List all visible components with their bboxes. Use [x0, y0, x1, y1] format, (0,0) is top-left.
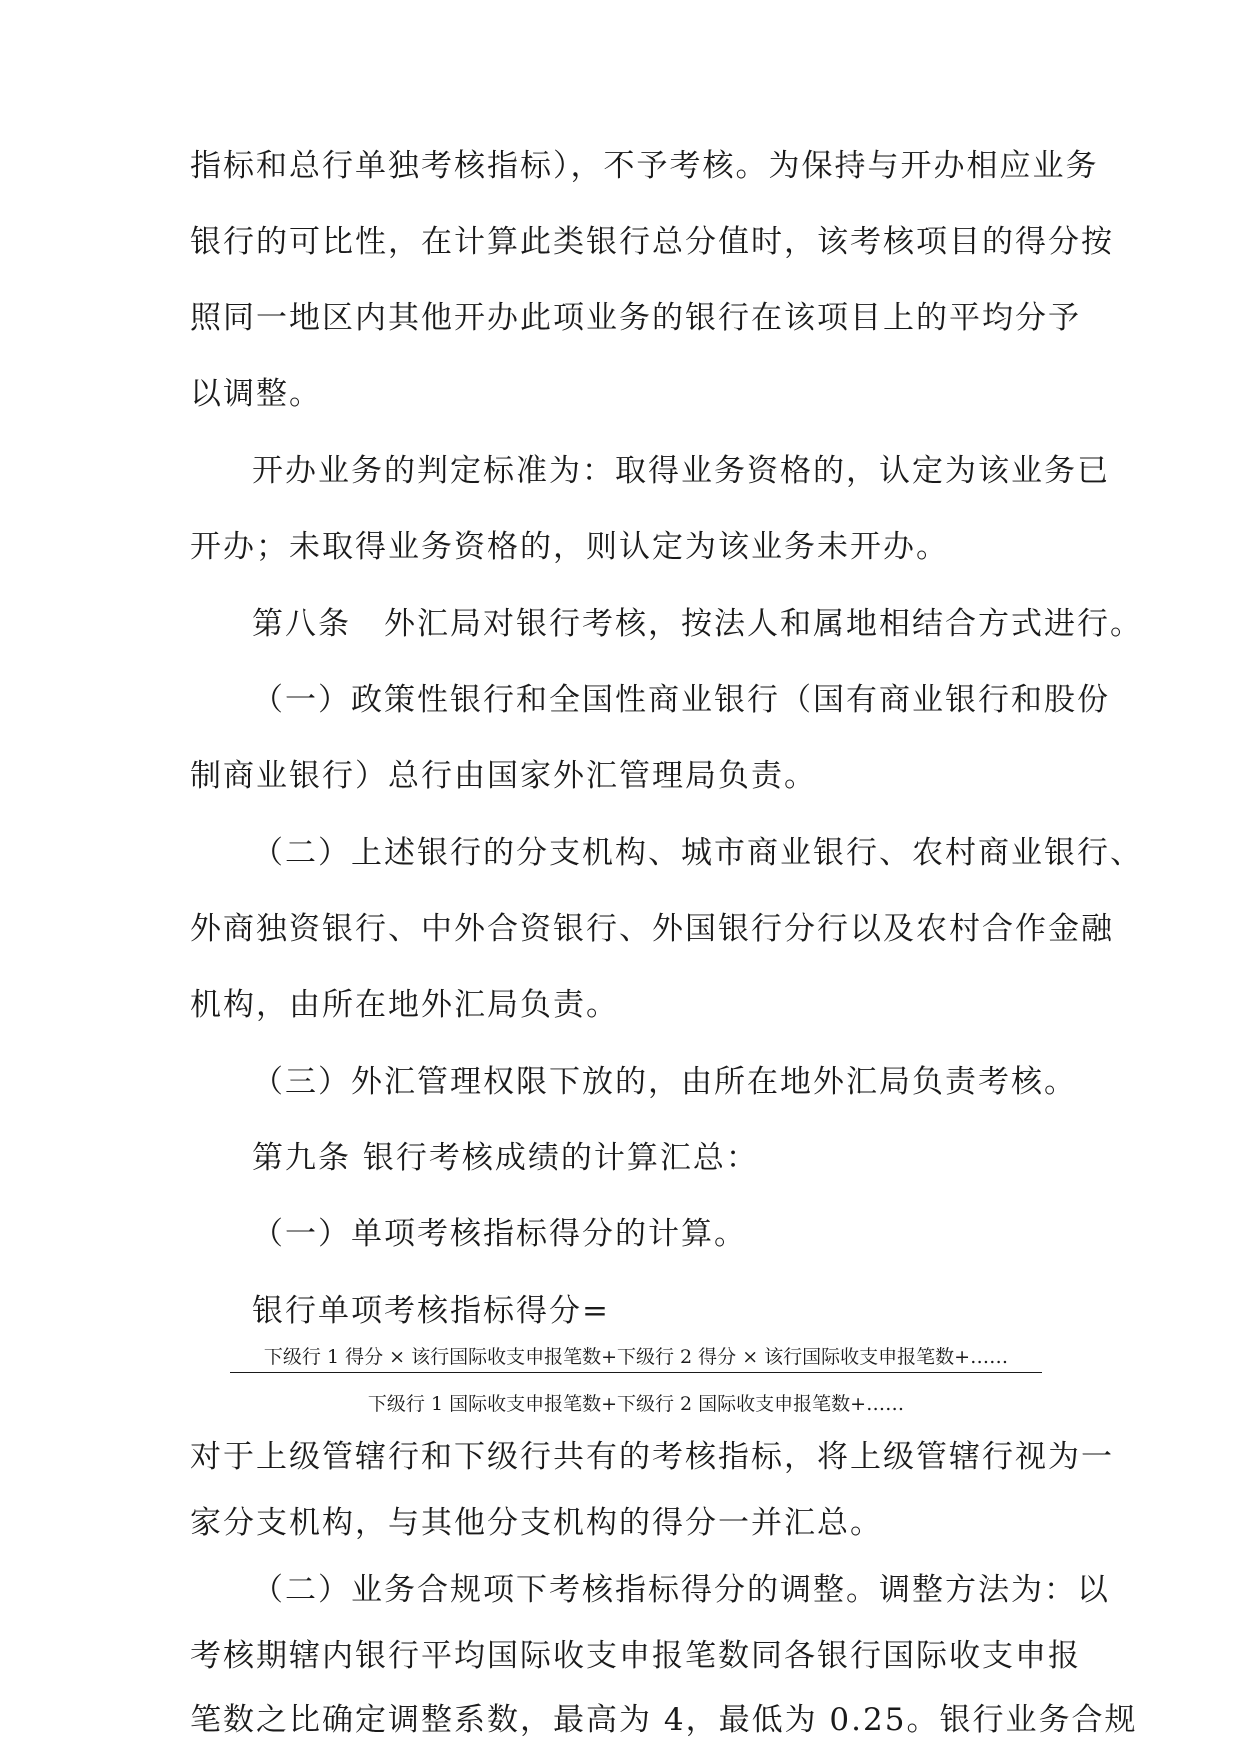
body-text-line-after-2: 家分支机构，与其他分支机构的得分一并汇总。 — [190, 1505, 883, 1541]
formula-label: 银行单项考核指标得分= — [252, 1293, 610, 1329]
body-text-line-5: 开办业务的判定标准为：取得业务资格的，认定为该业务已 — [252, 453, 1110, 489]
body-text-line-after-1: 对于上级管辖行和下级行共有的考核指标，将上级管辖行视为一 — [190, 1439, 1114, 1475]
article-9-item-2-line-3: 笔数之比确定调整系数，最高为 4，最低为 0.25。银行业务合规 — [190, 1702, 1138, 1738]
article-8-item-2-line-1: （二）上述银行的分支机构、城市商业银行、农村商业银行、 — [252, 835, 1143, 871]
article-8-item-3: （三）外汇管理权限下放的，由所在地外汇局负责考核。 — [252, 1064, 1077, 1100]
formula-denominator: 下级行 1 国际收支申报笔数+下级行 2 国际收支申报笔数+…… — [367, 1393, 905, 1415]
article-8-item-1-line-2: 制商业银行）总行由国家外汇管理局负责。 — [190, 758, 817, 794]
article-8-item-2-line-3: 机构，由所在地外汇局负责。 — [190, 987, 619, 1023]
article-8-item-1-line-1: （一）政策性银行和全国性商业银行（国有商业银行和股份 — [252, 682, 1110, 718]
body-text-line-4: 以调整。 — [190, 376, 322, 412]
body-text-line-1: 指标和总行单独考核指标），不予考核。为保持与开办相应业务 — [190, 148, 1099, 184]
article-9-item-1: （一）单项考核指标得分的计算。 — [252, 1216, 747, 1252]
body-text-line-6: 开办；未取得业务资格的，则认定为该业务未开办。 — [190, 529, 949, 565]
body-text-line-3: 照同一地区内其他开办此项业务的银行在该项目上的平均分予 — [190, 300, 1081, 336]
article-8-heading: 第八条 外汇局对银行考核，按法人和属地相结合方式进行。 — [252, 606, 1143, 642]
article-9-item-2-line-2: 考核期辖内银行平均国际收支申报笔数同各银行国际收支申报 — [190, 1638, 1081, 1674]
formula-numerator: 下级行 1 得分 × 该行国际收支申报笔数+下级行 2 得分 × 该行国际收支申报笔数+…… — [230, 1344, 1042, 1373]
article-9-heading: 第九条 银行考核成绩的计算汇总： — [252, 1140, 759, 1176]
body-text-line-2: 银行的可比性，在计算此类银行总分值时，该考核项目的得分按 — [190, 224, 1114, 260]
article-8-item-2-line-2: 外商独资银行、中外合资银行、外国银行分行以及农村合作金融 — [190, 911, 1114, 947]
article-9-item-2-line-1: （二）业务合规项下考核指标得分的调整。调整方法为：以 — [252, 1572, 1110, 1608]
